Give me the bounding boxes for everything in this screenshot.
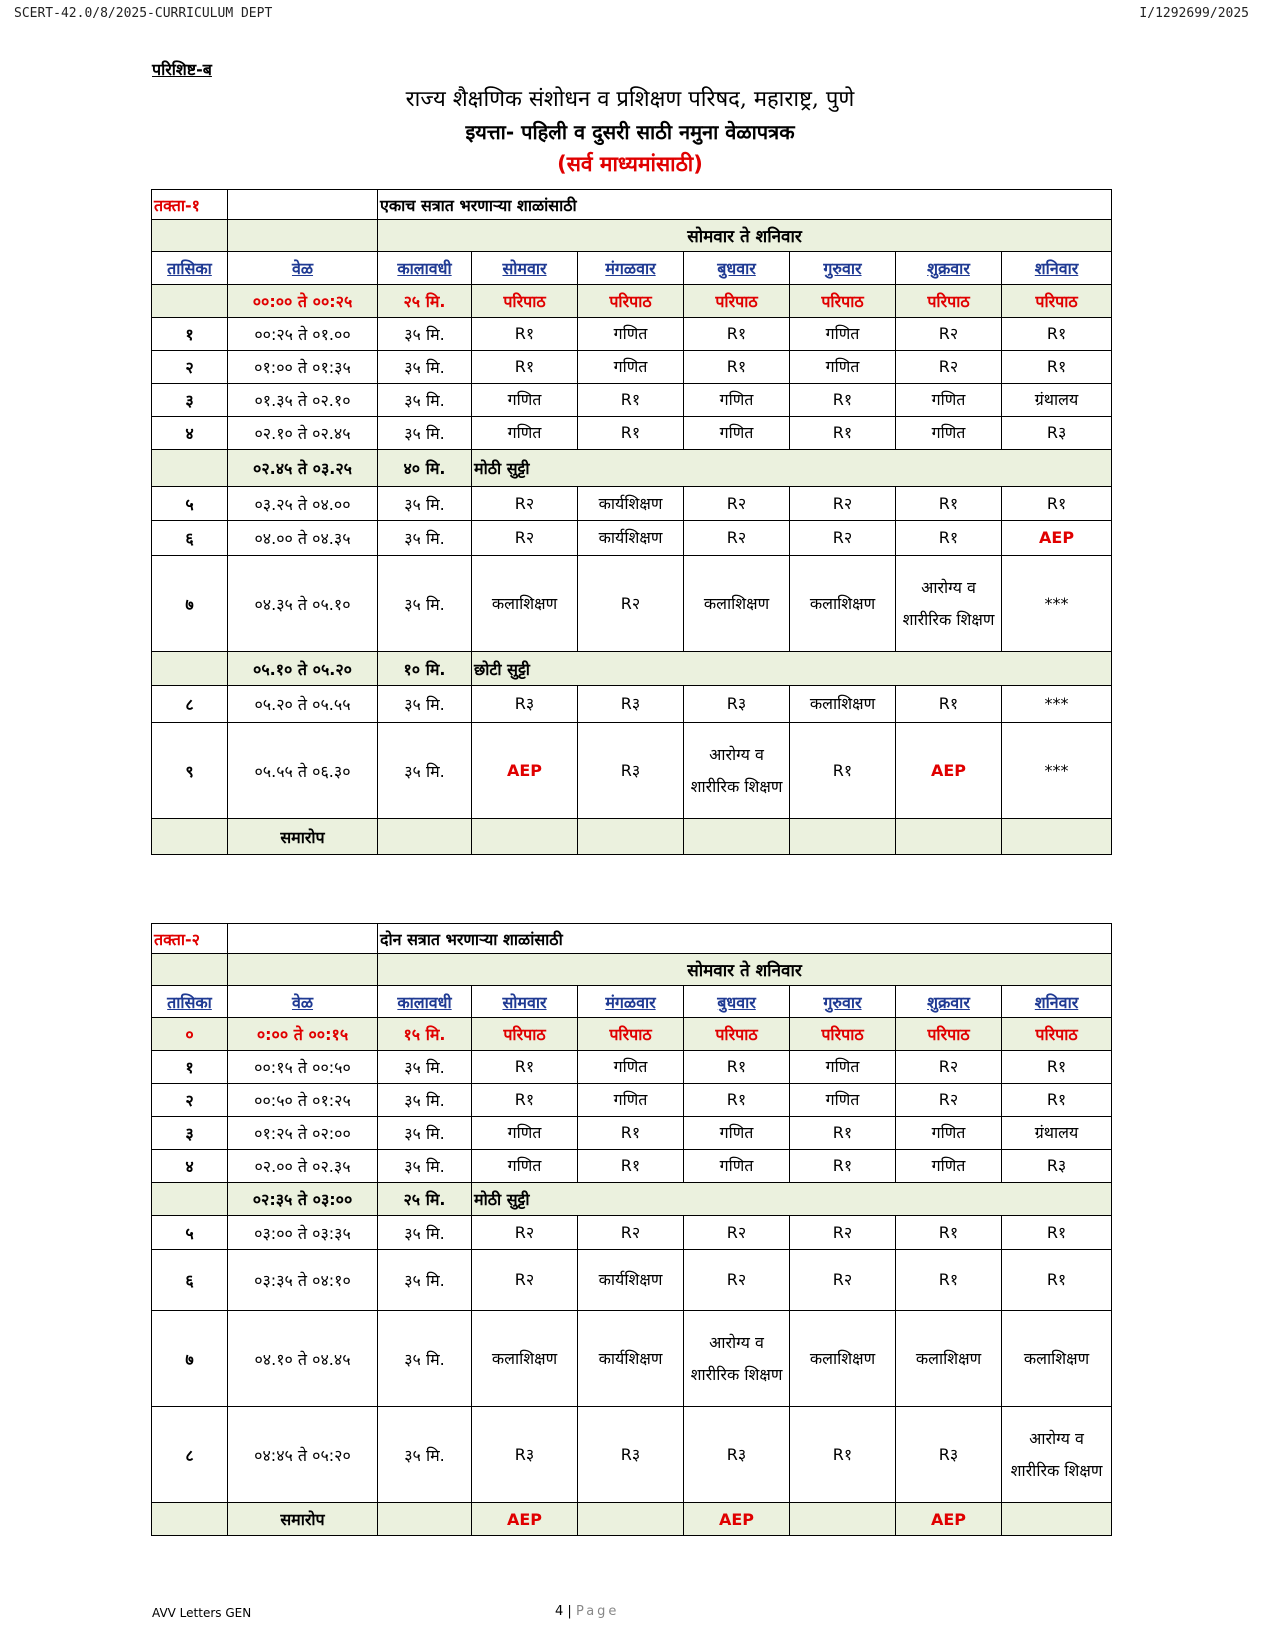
subject-cell: कार्यशिक्षण [578, 1250, 684, 1311]
subject-cell: R२ [684, 1216, 790, 1250]
subject-cell: R१ [472, 351, 578, 384]
subject-cell: कलाशिक्षण [790, 686, 896, 723]
empty-cell [152, 1183, 228, 1216]
table-label: तक्ता-२ [152, 924, 228, 954]
period-row [152, 351, 1112, 384]
subject-cell: गणित [790, 318, 896, 351]
empty-cell [378, 819, 472, 855]
table-title: एकाच सत्रात भरणाऱ्या शाळांसाठी [378, 190, 1112, 220]
header-row [152, 986, 1112, 1018]
assembly-cell: परिपाठ [790, 1018, 896, 1051]
assembly-cell: परिपाठ [472, 1018, 578, 1051]
subject-cell: गणित [578, 351, 684, 384]
subject-cell: R३ [684, 686, 790, 723]
subject-cell: R२ [472, 1250, 578, 1311]
subject-cell: R१ [684, 351, 790, 384]
empty-cell [228, 220, 378, 252]
period-number: ० [152, 1018, 228, 1051]
annex-label: परिशिष्ट-ब [152, 60, 212, 79]
subject-cell: R३ [1002, 1150, 1112, 1183]
subject-cell: R३ [896, 1407, 1002, 1503]
subject-cell: R२ [472, 487, 578, 521]
period-row [152, 318, 1112, 351]
column-header: बुधवार [684, 986, 790, 1018]
subject-cell: R१ [896, 1250, 1002, 1311]
subject-cell: R१ [684, 1084, 790, 1117]
period-number: ६ [152, 521, 228, 556]
subject-cell: गणित [578, 318, 684, 351]
subject-cell: R१ [578, 384, 684, 417]
period-row [152, 1407, 1112, 1503]
header-row [152, 252, 1112, 285]
title-row [152, 190, 1112, 220]
break-time: ०२:३५ ते ०३:०० [228, 1183, 378, 1216]
table-title: दोन सत्रात भरणाऱ्या शाळांसाठी [378, 924, 1112, 954]
subject-cell: R२ [896, 1051, 1002, 1084]
subject-cell: R१ [1002, 1216, 1112, 1250]
subject-cell: कार्यशिक्षण [578, 487, 684, 521]
closing-row [152, 819, 1112, 855]
duration-cell: ३५ मि. [378, 318, 472, 351]
subject-cell: कलाशिक्षण [472, 1311, 578, 1407]
column-header: शनिवार [1002, 252, 1112, 285]
subject-cell: R२ [896, 351, 1002, 384]
duration-cell: ३५ मि. [378, 1084, 472, 1117]
period-row [152, 487, 1112, 521]
subject-cell: R१ [578, 1117, 684, 1150]
column-header: कालावधी [378, 252, 472, 285]
subject-cell: R१ [1002, 487, 1112, 521]
period-row [152, 1051, 1112, 1084]
duration-cell: ३५ मि. [378, 1150, 472, 1183]
subject-cell: R२ [472, 1216, 578, 1250]
subject-cell: कलाशिक्षण [684, 556, 790, 652]
subject-cell: R२ [790, 521, 896, 556]
subject-cell: ग्रंथालय [1002, 384, 1112, 417]
subject-cell: R३ [578, 723, 684, 819]
subject-cell: आरोग्य व शारीरिक शिक्षण [1002, 1407, 1112, 1503]
empty-cell [152, 954, 228, 986]
subject-cell: R१ [896, 1216, 1002, 1250]
column-header: गुरुवार [790, 986, 896, 1018]
closing-cell [1002, 1503, 1112, 1536]
subject-cell: R१ [1002, 351, 1112, 384]
assembly-cell: परिपाठ [684, 1018, 790, 1051]
title-line-3: (सर्व माध्यमांसाठी) [557, 152, 703, 176]
break-duration: १० मि. [378, 652, 472, 686]
closing-cell [790, 819, 896, 855]
subject-cell: गणित [578, 1051, 684, 1084]
subject-cell: कलाशिक्षण [790, 556, 896, 652]
empty-cell [152, 1503, 228, 1536]
title-line-2: इयत्ता- पहिली व दुसरी साठी नमुना वेळापत्रक [465, 120, 795, 144]
subject-cell: AEP [896, 723, 1002, 819]
subject-cell: गणित [896, 1117, 1002, 1150]
time-cell: ००:२५ ते ०१.०० [228, 318, 378, 351]
subject-cell: R१ [896, 521, 1002, 556]
duration-cell: ३५ मि. [378, 417, 472, 450]
page-number: 4 [555, 1604, 564, 1619]
subject-cell: ग्रंथालय [1002, 1117, 1112, 1150]
period-number: १ [152, 318, 228, 351]
subject-cell: गणित [896, 417, 1002, 450]
time-cell: ०४.१० ते ०४.४५ [228, 1311, 378, 1407]
empty-cell [228, 924, 378, 954]
duration-cell: २५ मि. [378, 285, 472, 318]
subject-cell: R३ [1002, 417, 1112, 450]
column-header: गुरुवार [790, 252, 896, 285]
time-cell: ०२.०० ते ०२.३५ [228, 1150, 378, 1183]
subject-cell: गणित [578, 1084, 684, 1117]
time-cell: ०:०० ते ००:१५ [228, 1018, 378, 1051]
subject-cell: R२ [578, 1216, 684, 1250]
closing-cell [578, 819, 684, 855]
period-row [152, 417, 1112, 450]
subject-cell: R२ [472, 521, 578, 556]
assembly-row [152, 285, 1112, 318]
column-header: शुक्रवार [896, 252, 1002, 285]
empty-cell [152, 652, 228, 686]
period-row [152, 1150, 1112, 1183]
period-row [152, 686, 1112, 723]
subject-cell: गणित [896, 1150, 1002, 1183]
closing-cell [472, 819, 578, 855]
closing-cell: AEP [684, 1503, 790, 1536]
subject-cell: गणित [684, 1150, 790, 1183]
time-cell: ००:०० ते ००:२५ [228, 285, 378, 318]
subject-cell: गणित [684, 384, 790, 417]
subject-cell: R३ [578, 1407, 684, 1503]
period-row [152, 1250, 1112, 1311]
subject-cell: कार्यशिक्षण [578, 521, 684, 556]
time-cell: ०४.०० ते ०४.३५ [228, 521, 378, 556]
column-header: मंगळवार [578, 986, 684, 1018]
period-row [152, 1216, 1112, 1250]
break-name: मोठी सुट्टी [472, 1183, 1112, 1216]
period-number: ६ [152, 1250, 228, 1311]
break-duration: ४० मि. [378, 450, 472, 487]
subject-cell: R३ [472, 1407, 578, 1503]
subject-cell: R२ [896, 318, 1002, 351]
subject-cell: R२ [684, 487, 790, 521]
period-number: ७ [152, 556, 228, 652]
closing-cell [1002, 819, 1112, 855]
subject-cell: कलाशिक्षण [472, 556, 578, 652]
time-cell: ०३.२५ ते ०४.०० [228, 487, 378, 521]
period-row [152, 1311, 1112, 1407]
subject-cell: R२ [896, 1084, 1002, 1117]
column-header: तासिका [152, 986, 228, 1018]
time-cell: ००:१५ ते ००:५० [228, 1051, 378, 1084]
period-number: ७ [152, 1311, 228, 1407]
break-time: ०२.४५ ते ०३.२५ [228, 450, 378, 487]
duration-cell: ३५ मि. [378, 723, 472, 819]
assembly-cell: परिपाठ [472, 285, 578, 318]
title-block [150, 84, 1110, 180]
closing-label: समारोप [228, 819, 378, 855]
title-row [152, 924, 1112, 954]
duration-cell: ३५ मि. [378, 1051, 472, 1084]
subject-cell: R३ [578, 686, 684, 723]
time-cell: ०१:०० ते ०१:३५ [228, 351, 378, 384]
assembly-cell: परिपाठ [578, 1018, 684, 1051]
subject-cell: गणित [684, 417, 790, 450]
time-cell: ०३:३५ ते ०४:१० [228, 1250, 378, 1311]
subject-cell: R१ [684, 318, 790, 351]
empty-cell [378, 1503, 472, 1536]
subject-cell: आरोग्य व शारीरिक शिक्षण [684, 723, 790, 819]
period-row [152, 384, 1112, 417]
assembly-cell: परिपाठ [578, 285, 684, 318]
subject-cell: R१ [1002, 1051, 1112, 1084]
break-row [152, 1183, 1112, 1216]
duration-cell: ३५ मि. [378, 1216, 472, 1250]
subject-cell: *** [1002, 556, 1112, 652]
subject-cell: R१ [790, 417, 896, 450]
subject-cell: R१ [1002, 1250, 1112, 1311]
subject-cell: कार्यशिक्षण [578, 1311, 684, 1407]
subject-cell: R१ [472, 1051, 578, 1084]
subject-cell: गणित [790, 351, 896, 384]
subject-cell: आरोग्य व शारीरिक शिक्षण [896, 556, 1002, 652]
subject-cell: R१ [472, 1084, 578, 1117]
column-header: वेळ [228, 252, 378, 285]
closing-cell [578, 1503, 684, 1536]
subject-cell: R१ [896, 487, 1002, 521]
time-cell: ०५.५५ ते ०६.३० [228, 723, 378, 819]
duration-cell: ३५ मि. [378, 487, 472, 521]
time-cell: ०४:४५ ते ०५:२० [228, 1407, 378, 1503]
subject-cell: R२ [790, 1250, 896, 1311]
subject-cell: *** [1002, 686, 1112, 723]
time-cell: ००:५० ते ०१:२५ [228, 1084, 378, 1117]
period-row [152, 556, 1112, 652]
duration-cell: ३५ मि. [378, 521, 472, 556]
time-cell: ०१:२५ ते ०२:०० [228, 1117, 378, 1150]
subject-cell: *** [1002, 723, 1112, 819]
subject-cell: R१ [578, 1150, 684, 1183]
subject-cell: R२ [684, 1250, 790, 1311]
period-number [152, 285, 228, 318]
period-number: ४ [152, 1150, 228, 1183]
period-number: २ [152, 1084, 228, 1117]
subject-cell: गणित [790, 1051, 896, 1084]
subject-cell: R१ [790, 723, 896, 819]
page-separator: | [567, 1604, 572, 1619]
closing-cell [684, 819, 790, 855]
subject-cell: आरोग्य व शारीरिक शिक्षण [684, 1311, 790, 1407]
column-header: तासिका [152, 252, 228, 285]
period-number: ९ [152, 723, 228, 819]
break-row [152, 450, 1112, 487]
period-number: ३ [152, 1117, 228, 1150]
column-header: कालावधी [378, 986, 472, 1018]
timetable-2 [151, 923, 1112, 1536]
period-row [152, 521, 1112, 556]
duration-cell: ३५ मि. [378, 351, 472, 384]
duration-cell: १५ मि. [378, 1018, 472, 1051]
duration-cell: ३५ मि. [378, 1407, 472, 1503]
subject-cell: R२ [790, 487, 896, 521]
subject-cell: R२ [578, 556, 684, 652]
subject-cell: R१ [578, 417, 684, 450]
subject-cell: R१ [896, 686, 1002, 723]
assembly-cell: परिपाठ [1002, 1018, 1112, 1051]
column-header: शनिवार [1002, 986, 1112, 1018]
subject-cell: AEP [1002, 521, 1112, 556]
header-right: I/1292699/2025 [1139, 6, 1249, 21]
column-header: शुक्रवार [896, 986, 1002, 1018]
subject-cell: गणित [472, 384, 578, 417]
period-number: ५ [152, 1216, 228, 1250]
duration-cell: ३५ मि. [378, 1250, 472, 1311]
break-row [152, 652, 1112, 686]
subject-cell: R१ [1002, 318, 1112, 351]
period-row [152, 1084, 1112, 1117]
break-duration: २५ मि. [378, 1183, 472, 1216]
period-number: ३ [152, 384, 228, 417]
subject-cell: R१ [684, 1051, 790, 1084]
subject-cell: कलाशिक्षण [790, 1311, 896, 1407]
subject-cell: कलाशिक्षण [1002, 1311, 1112, 1407]
subject-cell: R१ [790, 384, 896, 417]
assembly-row [152, 1018, 1112, 1051]
assembly-cell: परिपाठ [684, 285, 790, 318]
column-header: सोमवार [472, 986, 578, 1018]
empty-cell [152, 220, 228, 252]
week-row [152, 220, 1112, 252]
subject-cell: R३ [684, 1407, 790, 1503]
period-number: १ [152, 1051, 228, 1084]
column-header: मंगळवार [578, 252, 684, 285]
period-number: ४ [152, 417, 228, 450]
subject-cell: R२ [684, 521, 790, 556]
column-header: सोमवार [472, 252, 578, 285]
assembly-cell: परिपाठ [1002, 285, 1112, 318]
time-cell: ०१.३५ ते ०२.१० [228, 384, 378, 417]
period-number: ५ [152, 487, 228, 521]
footer-page [555, 1604, 619, 1619]
period-row [152, 1117, 1112, 1150]
assembly-cell: परिपाठ [896, 1018, 1002, 1051]
page-word: Page [575, 1604, 620, 1619]
subject-cell: कलाशिक्षण [896, 1311, 1002, 1407]
subject-cell: R१ [790, 1117, 896, 1150]
period-number: ८ [152, 686, 228, 723]
subject-cell: गणित [472, 417, 578, 450]
duration-cell: ३५ मि. [378, 1311, 472, 1407]
empty-cell [228, 190, 378, 220]
timetable-1 [151, 189, 1112, 855]
subject-cell: R३ [472, 686, 578, 723]
period-row [152, 723, 1112, 819]
time-cell: ०५.२० ते ०५.५५ [228, 686, 378, 723]
subject-cell: R१ [472, 318, 578, 351]
duration-cell: ३५ मि. [378, 384, 472, 417]
break-name: मोठी सुट्टी [472, 450, 1112, 487]
week-row [152, 954, 1112, 986]
closing-cell: AEP [472, 1503, 578, 1536]
time-cell: ०२.१० ते ०२.४५ [228, 417, 378, 450]
subject-cell: गणित [472, 1150, 578, 1183]
closing-cell: AEP [896, 1503, 1002, 1536]
subject-cell: AEP [472, 723, 578, 819]
duration-cell: ३५ मि. [378, 686, 472, 723]
footer-left: AVV Letters GEN [152, 1606, 252, 1620]
time-cell: ०३:०० ते ०३:३५ [228, 1216, 378, 1250]
subject-cell: गणित [896, 384, 1002, 417]
subject-cell: R१ [1002, 1084, 1112, 1117]
header-left: SCERT-42.0/8/2025-CURRICULUM DEPT [14, 6, 273, 21]
period-number: ८ [152, 1407, 228, 1503]
empty-cell [152, 450, 228, 487]
subject-cell: R१ [790, 1407, 896, 1503]
column-header: वेळ [228, 986, 378, 1018]
closing-label: समारोप [228, 1503, 378, 1536]
duration-cell: ३५ मि. [378, 1117, 472, 1150]
closing-cell [896, 819, 1002, 855]
assembly-cell: परिपाठ [896, 285, 1002, 318]
closing-row [152, 1503, 1112, 1536]
time-cell: ०४.३५ ते ०५.१० [228, 556, 378, 652]
week-range: सोमवार ते शनिवार [378, 220, 1112, 252]
assembly-cell: परिपाठ [790, 285, 896, 318]
subject-cell: गणित [790, 1084, 896, 1117]
title-line-1: राज्य शैक्षणिक संशोधन व प्रशिक्षण परिषद, महाराष्ट्र, पुणे [405, 87, 855, 112]
week-range: सोमवार ते शनिवार [378, 954, 1112, 986]
subject-cell: R२ [790, 1216, 896, 1250]
break-name: छोटी सुट्टी [472, 652, 1112, 686]
column-header: बुधवार [684, 252, 790, 285]
table-label: तक्ता-१ [152, 190, 228, 220]
subject-cell: गणित [684, 1117, 790, 1150]
period-number: २ [152, 351, 228, 384]
closing-cell [790, 1503, 896, 1536]
empty-cell [152, 819, 228, 855]
subject-cell: R१ [790, 1150, 896, 1183]
break-time: ०५.१० ते ०५.२० [228, 652, 378, 686]
subject-cell: गणित [472, 1117, 578, 1150]
duration-cell: ३५ मि. [378, 556, 472, 652]
empty-cell [228, 954, 378, 986]
